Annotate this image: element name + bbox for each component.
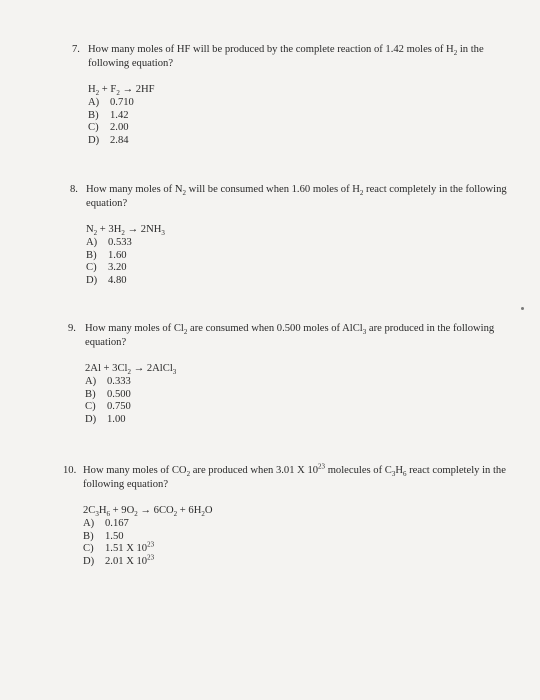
question-text: How many moles of $CO_2$ are produced when 3.01 X $10^{23}$ molecules of $C_3H_6$ react completely in the following equation? [83, 462, 506, 490]
question-number: 10. [63, 465, 77, 476]
question-number: 9. [68, 323, 76, 334]
choice-letter: C) [85, 401, 96, 413]
equation: $2Al + 3Cl_2$ → 2AlCl$_3$ [85, 363, 177, 377]
choice-letter: B) [88, 109, 99, 121]
choice-letter: D) [86, 274, 98, 286]
choice-letter: C) [83, 543, 94, 555]
choice-letter: C) [88, 122, 99, 134]
choice-letter: D) [83, 555, 95, 567]
choice-list [86, 237, 532, 287]
choice-value: 0.533 [108, 237, 132, 248]
question-9 [68, 322, 528, 426]
equation: $N_2 + 3H_2 \to 2NH_3$ [86, 224, 165, 238]
choice-letter: B) [85, 388, 96, 400]
choice-letter: C) [86, 262, 97, 274]
choice-letter: A) [85, 376, 97, 387]
choice-value: 0.710 [110, 97, 134, 108]
choice-letter: D) [88, 134, 100, 146]
question-text: How many moles of HF will be produced by the complete reaction of 1.42 moles of $H_2$ in the following equation? [88, 44, 484, 69]
question-text: How many moles of $Cl_2$ are consumed when 0.500 moles of AlCl$_3$ are produced in the following equation? [85, 323, 495, 348]
question-text: How many moles of $N_2$ will be consumed when 1.60 moles of $H_2$ react completely in the following equation? [86, 184, 507, 209]
paper-speck [521, 307, 524, 310]
question-number: 8. [70, 184, 78, 195]
choice-letter: A) [86, 237, 98, 248]
choice-value: 0.750 [107, 401, 131, 413]
choice-letter: A) [83, 518, 95, 529]
choice-a[interactable] [83, 518, 525, 531]
choice-letter: B) [86, 249, 97, 261]
equation: $2C_3H_6 + 9O_2 \to 6CO_2 + 6H_2O$ [83, 505, 213, 519]
equation: $H_2 + F_2 \to 2HF$ [88, 84, 155, 98]
choice-letter: B) [83, 530, 94, 542]
choice-value: 0.167 [105, 518, 129, 529]
choice-value: 1.60 [108, 249, 127, 261]
choice-c[interactable] [85, 401, 528, 414]
choice-b[interactable] [86, 250, 532, 263]
question-7 [72, 43, 522, 147]
choice-c[interactable] [86, 262, 532, 275]
choice-d[interactable] [86, 275, 532, 288]
choice-value: 0.333 [107, 376, 131, 387]
choice-b[interactable] [85, 389, 528, 402]
choice-value: 1.42 [110, 109, 129, 121]
choice-list [85, 376, 528, 426]
question-10 [63, 464, 525, 568]
question-8 [70, 183, 532, 287]
choice-c[interactable] [88, 122, 522, 135]
choice-a[interactable] [85, 376, 528, 389]
question-number: 7. [72, 44, 80, 55]
choice-value: 2.84 [110, 134, 129, 146]
choice-letter: A) [88, 97, 100, 108]
choice-value: 3.20 [108, 262, 127, 274]
choice-b[interactable] [88, 110, 522, 123]
choice-value: 1.50 [105, 530, 124, 542]
choice-d[interactable] [88, 135, 522, 148]
choice-value: 2.01 X $10^{23}$ [105, 553, 155, 567]
choice-list [83, 518, 525, 568]
choice-d[interactable] [85, 414, 528, 427]
choice-value: 2.00 [110, 122, 129, 134]
choice-d[interactable] [83, 553, 525, 569]
choice-value: 0.500 [107, 388, 131, 400]
choice-a[interactable] [88, 97, 522, 110]
choice-value: 1.00 [107, 413, 126, 425]
choice-value: 1.51 X $10^{23}$ [105, 540, 155, 555]
choice-list [88, 97, 522, 147]
choice-value: 4.80 [108, 274, 127, 286]
choice-letter: D) [85, 413, 97, 425]
choice-a[interactable] [86, 237, 532, 250]
